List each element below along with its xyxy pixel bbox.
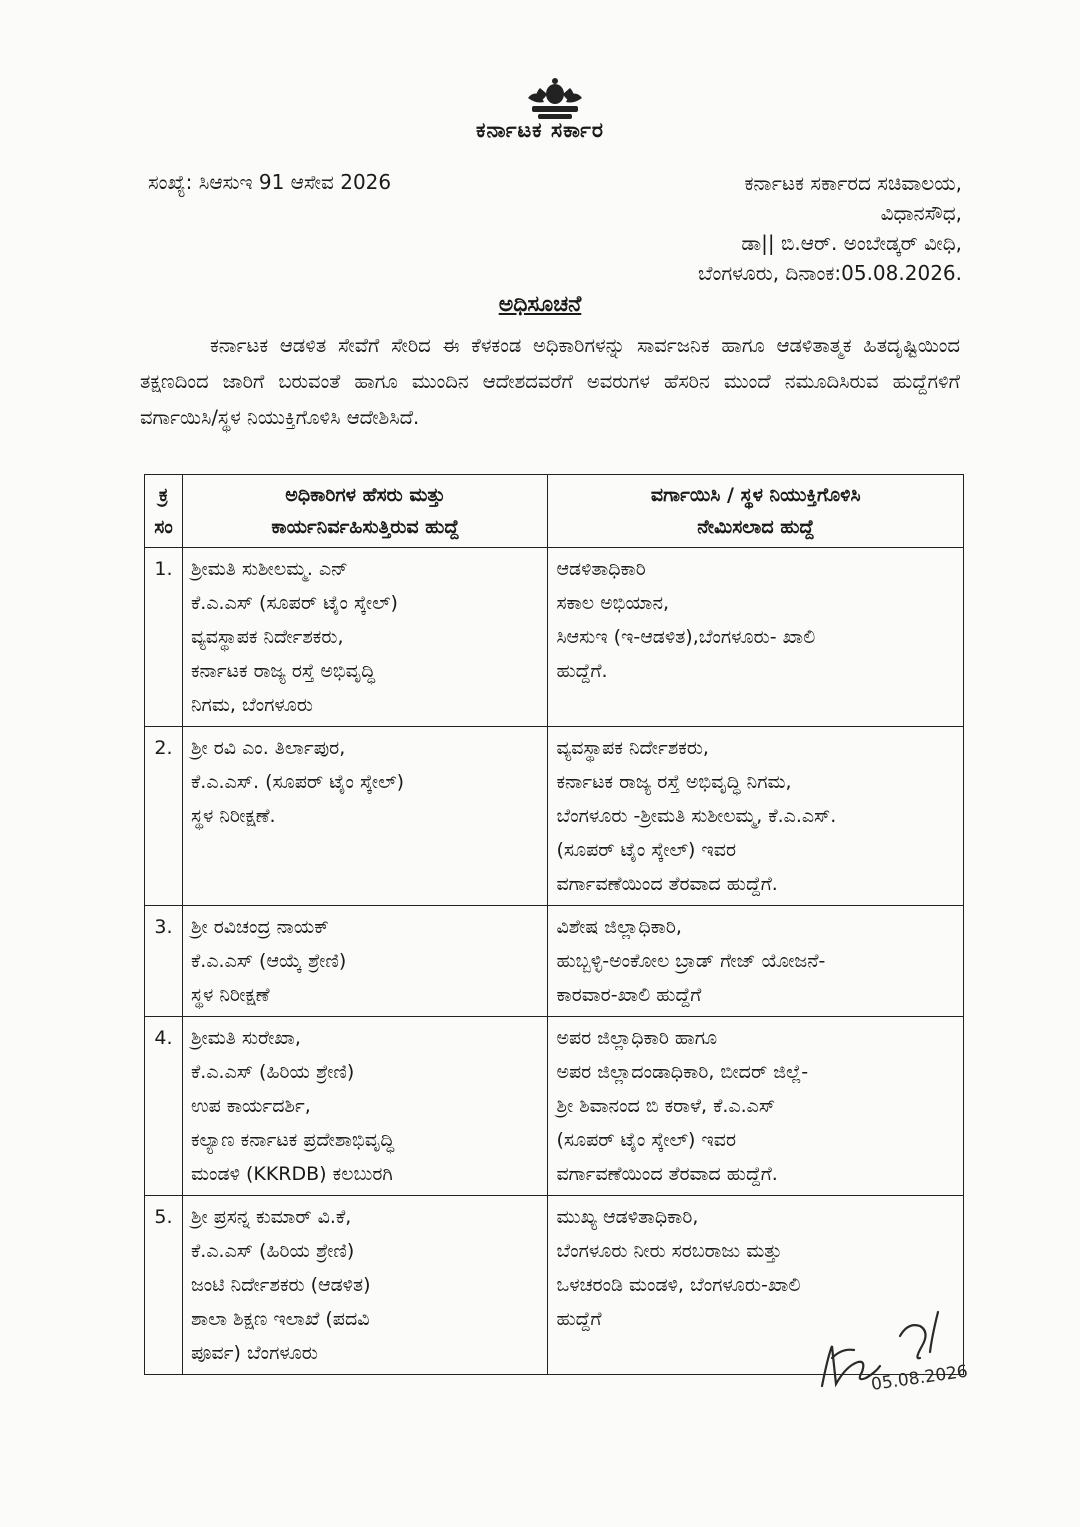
- officer-line: ಶ್ರೀ ರವಿಚಂದ್ರ ನಾಯಕ್: [190, 916, 329, 938]
- table-row: [145, 727, 964, 906]
- karnataka-emblem-icon: [518, 76, 592, 124]
- handwritten-signature-icon: [808, 1306, 988, 1406]
- serial-number: 5.: [145, 1196, 183, 1375]
- posting-line: ಶ್ರೀ ಶಿವಾನಂದ ಬಿ ಕರಾಳೆ, ಕೆ.ಎ.ಎಸ್: [556, 1095, 776, 1117]
- officer-cell: [182, 1196, 547, 1375]
- serial-number: 1.: [145, 548, 183, 727]
- transfer-table: [144, 474, 964, 1375]
- posting-line: ಸಿಆಸುಇ (ಇ-ಆಡಳಿತ),ಬೆಂಗಳೂರು- ಖಾಲಿ: [556, 626, 816, 648]
- posting-line: (ಸೂಪರ್ ಟೈಂ ಸ್ಕೇಲ್) ಇವರ: [556, 1129, 737, 1151]
- officer-line: ಮಂಡಳಿ (KKRDB) ಕಲಬುರಗಿ: [190, 1163, 393, 1185]
- officer-line: ಸ್ಥಳ ನಿರೀಕ್ಷಣೆ.: [190, 805, 276, 827]
- header-text: ಸಂ: [154, 516, 173, 538]
- posting-cell: [548, 906, 964, 1017]
- header-text: ಕ್ರ: [158, 484, 169, 506]
- officer-line: ಕೆ.ಎ.ಎಸ್ (ಆಯ್ಕೆ ಶ್ರೇಣಿ): [190, 950, 347, 972]
- header-text: ಕಾರ್ಯನಿರ್ವಹಿಸುತ್ತಿರುವ ಹುದ್ದೆ: [271, 516, 460, 538]
- posting-line: ವಿಶೇಷ ಜಿಲ್ಲಾಧಿಕಾರಿ,: [556, 916, 682, 938]
- address-line-date: ಬೆಂಗಳೂರು, ದಿನಾಂಕ:05.08.2026.: [698, 261, 962, 285]
- notification-body: ಕರ್ನಾಟಕ ಆಡಳಿತ ಸೇವೆಗೆ ಸೇರಿದ ಈ ಕೆಳಕಂಡ ಅಧಿಕಾರಿಗಳನ್ನು ಸಾರ್ವಜನಿಕ ಹಾಗೂ ಆಡಳಿತಾತ್ಮಕ ಹಿತದೃಷ್ಟಿಯಿಂದ ತಕ್ಷಣದಿಂದ ಜಾರಿಗೆ ಬರುವಂತೆ ಹಾಗೂ ಮುಂದಿನ ಆದೇಶದವರೆಗೆ ಅವರುಗಳ ಹೆಸರಿನ ಮುಂದೆ ನಮೂದಿಸಿರುವ ಹುದ್ದೆಗಳಿಗೆ ವರ್ಗಾಯಿಸಿ/ಸ್ಥಳ ನಿಯುಕ್ತಿಗೊಳಿಸಿ ಆದೇಶಿಸಿದೆ.: [140, 334, 960, 429]
- officer-line: ಶ್ರೀ ರವಿ ಎಂ. ತಿರ್ಲಾಪುರ,: [190, 737, 346, 759]
- posting-line: ವರ್ಗಾವಣೆಯಿಂದ ತೆರವಾದ ಹುದ್ದೆಗೆ.: [556, 1163, 778, 1185]
- serial-number: 4.: [145, 1017, 183, 1196]
- posting-line: ವ್ಯವಸ್ಥಾಪಕ ನಿರ್ದೇಶಕರು,: [556, 737, 709, 759]
- serial-number: 2.: [145, 727, 183, 906]
- officer-line: ಪೂರ್ವ) ಬೆಂಗಳೂರು: [190, 1342, 318, 1364]
- officer-cell: [182, 1017, 547, 1196]
- posting-line: ಆಡಳಿತಾಧಿಕಾರಿ: [556, 558, 646, 580]
- officer-cell: [182, 906, 547, 1017]
- officer-line: ಜಂಟಿ ನಿರ್ದೇಶಕರು (ಆಡಳಿತ): [190, 1274, 371, 1296]
- officer-line: ಉಪ ಕಾರ್ಯದರ್ಶಿ,: [190, 1095, 311, 1117]
- posting-line: ಒಳಚರಂಡಿ ಮಂಡಳಿ, ಬೆಂಗಳೂರು-ಖಾಲಿ: [556, 1274, 801, 1296]
- posting-line: ಹುದ್ದೆಗೆ: [556, 1308, 602, 1330]
- address-line: ವಿಧಾನಸೌಧ,: [880, 201, 962, 225]
- officer-line: ಕರ್ನಾಟಕ ರಾಜ್ಯ ರಸ್ತೆ ಅಭಿವೃದ್ಧಿ: [190, 660, 376, 682]
- header-officer: [182, 475, 547, 548]
- posting-line: ಬೆಂಗಳೂರು -ಶ್ರೀಮತಿ ಸುಶೀಲಮ್ಮ, ಕೆ.ಎ.ಎಸ್.: [556, 805, 837, 827]
- reference-number: ಸಂಖ್ಯೆ: ಸಿಆಸುಇ 91 ಆಸೇವ 2026: [148, 170, 392, 194]
- posting-line: ಅಪರ ಜಿಲ್ಲಾದಂಡಾಧಿಕಾರಿ, ಬೀದರ್ ಜಿಲ್ಲೆ-: [556, 1061, 809, 1083]
- officer-line: ಕೆ.ಎ.ಎಸ್. (ಸೂಪರ್ ಟೈಂ ಸ್ಕೇಲ್): [190, 771, 405, 793]
- header-serial: [145, 475, 183, 548]
- table-header-row: [145, 475, 964, 548]
- serial-number: 3.: [145, 906, 183, 1017]
- posting-cell: [548, 1017, 964, 1196]
- notification-title: ಅಧಿಸೂಚನೆ: [498, 292, 582, 317]
- header-posting: [548, 475, 964, 548]
- posting-line: ಹುಬ್ಬಳ್ಳಿ-ಅಂಕೋಲ ಬ್ರಾಡ್ ಗೇಜ್ ಯೋಜನೆ-: [556, 950, 826, 972]
- officer-line: ನಿಗಮ, ಬೆಂಗಳೂರು: [190, 694, 313, 716]
- officer-line: ಶಾಲಾ ಶಿಕ್ಷಣ ಇಲಾಖೆ (ಪದವಿ: [190, 1308, 370, 1330]
- header-text: ವರ್ಗಾಯಿಸಿ / ಸ್ಥಳ ನಿಯುಕ್ತಿಗೊಳಿಸಿ: [650, 484, 861, 506]
- table-row: [145, 1017, 964, 1196]
- posting-line: ಹುದ್ದೆಗೆ.: [556, 660, 608, 682]
- posting-line: ಸಕಾಲ ಅಭಿಯಾನ,: [556, 592, 670, 614]
- posting-line: ಕಾರವಾರ-ಖಾಲಿ ಹುದ್ದೆಗೆ: [556, 984, 702, 1006]
- table-row: [145, 906, 964, 1017]
- header-text: ನೇಮಿಸಲಾದ ಹುದ್ದೆ: [697, 516, 815, 538]
- officer-line: ಸ್ಥಳ ನಿರೀಕ್ಷಣೆ: [190, 984, 270, 1006]
- officer-line: ಶ್ರೀಮತಿ ಸುಶೀಲಮ್ಮ. ಎನ್: [190, 558, 348, 580]
- address-line: ಡಾ|| ಬಿ.ಆರ್. ಅಂಬೇಡ್ಕರ್ ವೀಧಿ,: [741, 231, 962, 255]
- officer-line: ಶ್ರೀ ಪ್ರಸನ್ನ ಕುಮಾರ್ ವಿ.ಕೆ,: [190, 1206, 352, 1228]
- posting-line: ಮುಖ್ಯ ಆಡಳಿತಾಧಿಕಾರಿ,: [556, 1206, 699, 1228]
- officer-cell: [182, 727, 547, 906]
- signature-date: 05.08.2026: [869, 1361, 970, 1395]
- posting-line: (ಸೂಪರ್ ಟೈಂ ಸ್ಕೇಲ್) ಇವರ: [556, 839, 737, 861]
- posting-line: ಬೆಂಗಳೂರು ನೀರು ಸರಬರಾಜು ಮತ್ತು: [556, 1240, 783, 1262]
- posting-line: ವರ್ಗಾವಣೆಯಿಂದ ತೆರವಾದ ಹುದ್ದೆಗೆ.: [556, 873, 778, 895]
- posting-line: ಅಪರ ಜಿಲ್ಲಾಧಿಕಾರಿ ಹಾಗೂ: [556, 1027, 718, 1049]
- posting-cell: [548, 727, 964, 906]
- header-text: ಅಧಿಕಾರಿಗಳ ಹೆಸರು ಮತ್ತು: [285, 484, 446, 506]
- table-row: [145, 548, 964, 727]
- officer-line: ಕೆ.ಎ.ಎಸ್ (ಸೂಪರ್ ಟೈಂ ಸ್ಕೇಲ್): [190, 592, 398, 614]
- officer-line: ಶ್ರೀಮತಿ ಸುರೇಖಾ,: [190, 1027, 301, 1049]
- officer-cell: [182, 548, 547, 727]
- government-title: ಕರ್ನಾಟಕ ಸರ್ಕಾರ: [476, 118, 604, 142]
- address-line: ಕರ್ನಾಟಕ ಸರ್ಕಾರದ ಸಚಿವಾಲಯ,: [744, 171, 962, 195]
- posting-cell: [548, 548, 964, 727]
- officer-line: ಕೆ.ಎ.ಎಸ್ (ಹಿರಿಯ ಶ್ರೇಣಿ): [190, 1240, 355, 1262]
- posting-line: ಕರ್ನಾಟಕ ರಾಜ್ಯ ರಸ್ತೆ ಅಭಿವೃದ್ಧಿ ನಿಗಮ,: [556, 771, 792, 793]
- officer-line: ವ್ಯವಸ್ಥಾಪಕ ನಿರ್ದೇಶಕರು,: [190, 626, 344, 648]
- officer-line: ಕೆ.ಎ.ಎಸ್ (ಹಿರಿಯ ಶ್ರೇಣಿ): [190, 1061, 355, 1083]
- officer-line: ಕಲ್ಯಾಣ ಕರ್ನಾಟಕ ಪ್ರದೇಶಾಭಿವೃದ್ಧಿ: [190, 1129, 395, 1151]
- office-address: [542, 168, 962, 288]
